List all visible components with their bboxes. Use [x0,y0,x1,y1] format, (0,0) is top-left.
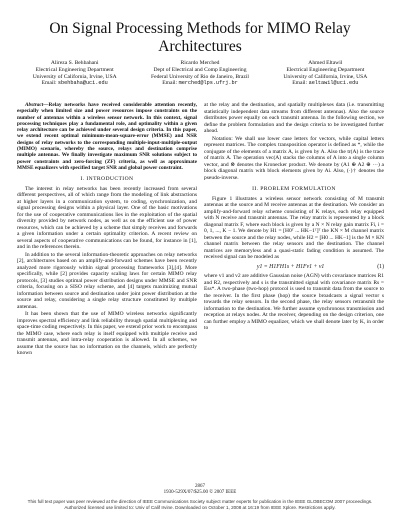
author-email-line: Email: sbehbaha@uci.edu [41,80,108,87]
title-line-1: On Signal Processing Methods for MIMO Relay [49,20,351,37]
author-email: sbehbaha@uci.edu [57,80,108,87]
author-email-line: Email: aeltawil@uci.edu [292,80,359,87]
equation-number: (1) [377,263,384,270]
author-dept: Dept of Electrical and Comp Engineering [153,66,247,73]
body-paragraph: It has been shown that the use of MIMO wireless networks significantly improves spectral efficiency and link reliability through spatial multiplexing and space-time coding respectively. In this paper, we extend prior work to encompass the MIMO case, where each relay is itself equipped with multiple receive and transmit antennas, and intra-relay cooperation is allowed. In all schemes, we assume that the source has no information on the channels, which are perfectly known [17,311,197,357]
footer-review-note: This full text paper was peer reviewed at the direction of IEEE Communications Society subject matter experts for publication in the IEEE GLOBECOM 2007 proceedings. [27,499,373,504]
abstract-lead: Abstract— [25,102,49,108]
body-paragraph: at the relay and the destination, and spatially multiplexes data (i.e. transmitting statistically independent data streams from different antennas). Also the source distributes power equally on each transmit antenna. In the following section, we define the problem formulation and the design criteria to be investigated further ahead. [204,102,384,134]
author-org: Federal University of Rio de Janeiro, Brazil [150,73,249,80]
equation-body: y1 = H1FH1s + H1Fv1 + v1 [256,263,325,270]
page-number: 2867 [195,484,205,489]
author-email: aeltawil@uci.edu [308,80,359,87]
footer-license-note: Authorized licensed use limited to: Univ of Calif Irvine. Downloaded on October 1, 2008 at 16:19 from IEEE Xplore. Restrictions apply. [64,505,336,510]
abstract-text: Relay networks have received considerable attention recently, especially when limited size and power resources impose constraints on the number of antennas within a wireless sensor network. In this context, signal processing techniques play a fundamental role, and optimality within a given relay architecture can be achieved under several design criteria. In this paper, we extend recent optimal minimum-mean-square-error (MMSE) and NSR designs of relay networks to the corresponding multiple-input-multiple-output (MIMO) scenario, whereby the source, relays and destination comprise multiple antennas. We finally investigate maximum SNR solutions subject to power constraints and zero-forcing (ZF) criteria, as well as approximate MMSE equalizers with specified target SNR and global power constraint. [17,102,197,171]
author-name: Alireza S. Behbahani [50,60,99,66]
section-heading-problem-formulation: II. PROBLEM FORMULATION [252,186,336,192]
left-column [17,102,197,358]
author-name: Ahmed Eltawil [308,60,343,66]
author-org: University of California, Irvine, USA [283,73,368,80]
paper-title [0,20,400,56]
body-paragraph: Figure 1 illustrates a wireless sensor network consisting of M transmit antennas at the source and M receive antennas at the destination. We consider an amplify-and-forward relay scheme consisting of K relays, each relay equipped with N receive and transmit antennas. The relay matrix is represented by a block diagonal matrix F, where each block is given by a N × N relay gain matrix Fi, i = 0, 1, ..., K − 1. We denote by H1 = [H0ᵀ ... HK−1ᵀ]ᵀ the KN × M channel matrix between the source and the relay nodes, while H2 = [H0 ... HK−1] is the M × KN channel matrix between the relay sensors and the destination. The channel matrices are memoryless and a quasi-static fading condition is assumed. The received signal can be modeled as [204,195,384,260]
author-name: Ricardo Merched [180,60,220,66]
body-paragraph: In addition to the several information-theoretic approaches on relay networks [2], architectures based on an amplify-and-forward schemes have been recently analyzed more rigorously within signal processing frameworks [3],[4]. More specifically, while [2] provides capacity scaling laws for certain MIMO relay protocols, [3] studies optimal power distribution designs under MMSE and SNR criteria, focusing on a SISO relay scheme, and [4] targets maximizing mutual information between source and destination under joint power distribution at the source and relay, considering a single relay structure constituted by multiple antennas. [17,251,197,310]
author-dept: Electrical Engineering Department [286,66,365,73]
author-2 [137,60,262,87]
abstract [17,102,197,171]
author-block [12,60,388,87]
section-heading-introduction: I. INTRODUCTION [80,176,134,183]
author-email-line: Email: merched@lps.ufrj.br [162,80,238,87]
author-3 [263,60,388,87]
right-column [204,102,384,333]
notation-paragraph: Notation: We shall use lower case letters for vectors, while capital letters represent matrices. The complex transposition operator is defined as *, while the conjugate of the elements of a matrix A, is given by A. Also the tr(A) is the trace of matrix A. The operation vec(A) stacks the columns of A into a single column vector, and ⊗ denotes the Kronecker product. We denote by (A1 ⊕ A2 ⊕ ···) a block diagonal matrix with block elements given by Ai. Also, (·)† denotes the pseudo-inverse. [204,135,384,181]
author-org: University of California, Irvine, USA [32,73,117,80]
body-paragraph: where v1 and v2 are additive Gaussian noise (AGN) with covariance matrices R1 and R2, respectively and s is the transmitted signal with covariance matrix Rs = Ess*. A two-phase (two-hop) protocol is used to transmit data from the source to the receiver. In the first phase (hop) the source broadcasts a signal vector s towards the relay sensors. In the second phase, the relay sensors retransmit the information to the destination. We further assume synchronous transmission and reception at relays nodes. At the receiver, depending on the design criterion, one can further employ a MIMO equalizer, which we shall denote later by K, in order to [204,273,384,331]
author-email: merched@lps.ufrj.br [178,80,238,87]
author-dept: Electrical Engineering Department [35,66,114,73]
body-paragraph: The interest in relay networks has been recently increased from several different perspectives, all of which range from the modeling of link abstractions at higher layers in a communication system, to coding, synchronization, and signal processing designs within a physical layer. One of the basic motivations for the use of cooperative communications lies in the exploitation of the spatial diversity provided by network nodes, as well as on the efficient use of power resources, which can be achieved by a scheme that simply receives and forwards a given information under a certain optimality criterion. A recent review on several aspects of cooperative communications can be found, for instance in [1], and in the references therein. [17,185,197,251]
title-line-2: Architectures [158,38,242,55]
equation-1 [204,264,384,271]
isbn-line: 1930-529X/07/$25.00 © 2007 IEEE [163,490,237,495]
author-1 [12,60,137,87]
